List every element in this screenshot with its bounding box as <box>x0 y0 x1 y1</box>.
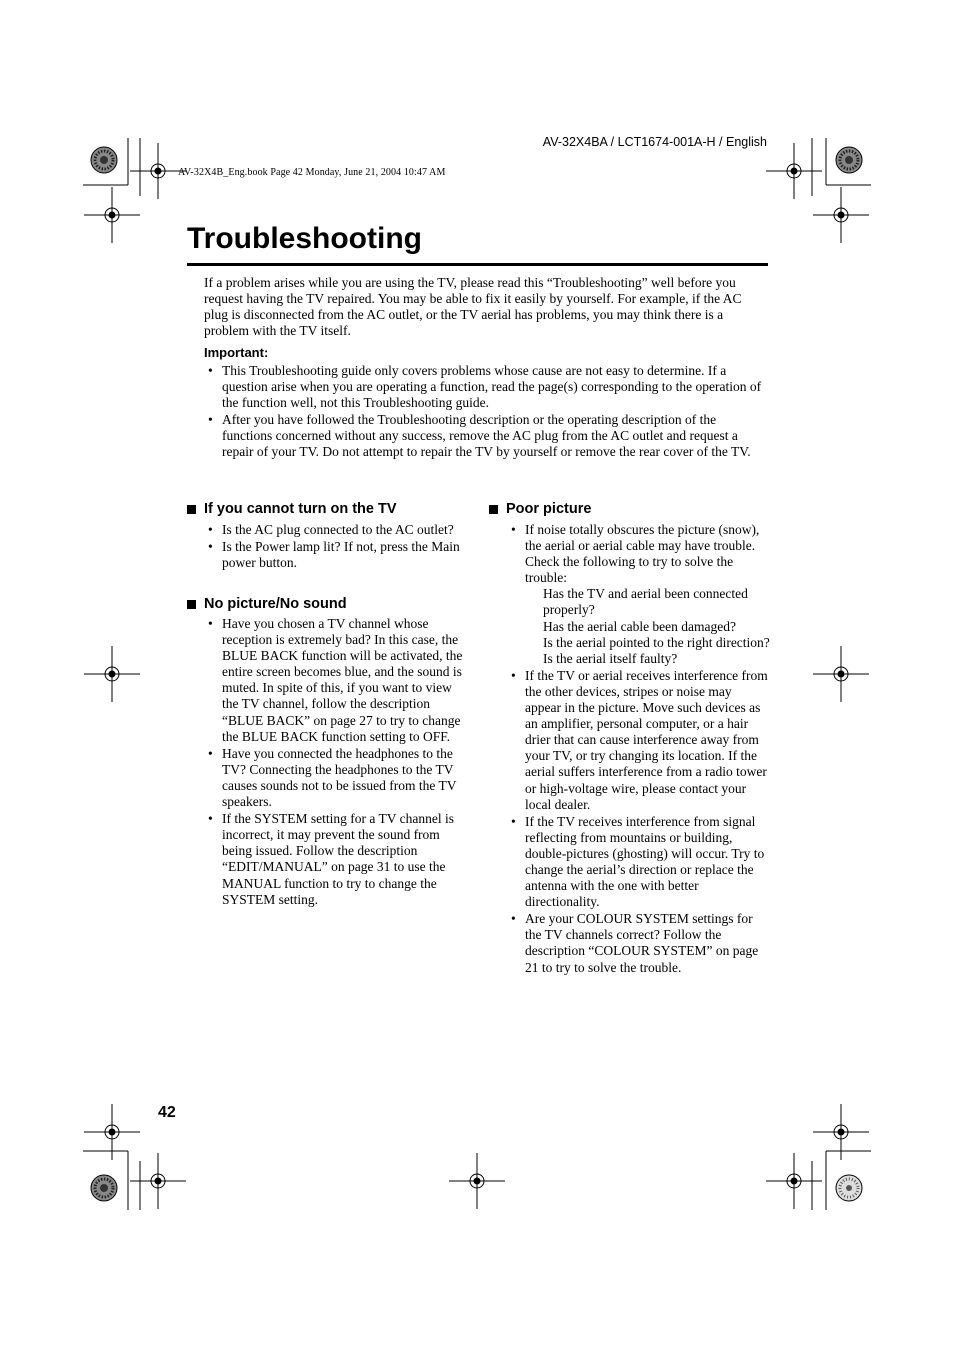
registration-dial-icon <box>836 147 862 173</box>
list-item: • Have you chosen a TV channel whose reception is extremely bad? In this case, the BLUE BACK function will be activated, the entire screen becomes blue, and the sound is muted. In spite of this, if you want to view the TV channel, follow the description “BLUE BACK” on page 27 to try to change the BLUE BACK function setting to OFF. <box>204 616 466 745</box>
section-heading-cannot-turn-on <box>187 501 397 517</box>
registration-cross-icon <box>766 1153 822 1209</box>
page-title: Troubleshooting <box>187 222 422 255</box>
title-underline <box>187 263 768 266</box>
no-picture-list <box>204 616 466 909</box>
list-item: • This Troubleshooting guide only covers problems whose cause are not easy to determine. If a question arise when you are operating a function, read the page(s) corresponding to the operation of the function well, not this Troubleshooting guide. <box>204 363 768 411</box>
important-list <box>204 363 768 462</box>
list-item <box>507 522 770 667</box>
registration-dial-icon <box>836 1175 862 1201</box>
important-label: Important: <box>204 345 269 360</box>
section-heading-label: Poor picture <box>506 501 592 517</box>
square-bullet-icon <box>187 505 196 514</box>
page-number: 42 <box>158 1104 176 1121</box>
list-item: • Have you connected the headphones to the TV? Connecting the headphones to the TV causes sounds not to be issued from the TV speakers. <box>204 746 466 810</box>
list-item: • If the SYSTEM setting for a TV channel is incorrect, it may prevent the sound from being issued. Follow the description “EDIT/MANUAL” on page 31 to use the MANUAL function to try to change the SYSTEM setting. <box>204 811 466 908</box>
registration-dial-icon <box>91 147 117 173</box>
registration-cross-icon <box>84 646 140 702</box>
list-item: • If the TV or aerial receives interference from the other devices, stripes or noise may appear in the picture. Move such devices as an amplifier, personal computer, or a hair drier that can cause interference away from your TV, or try changing its location. If the aerial suffers interference from a radio tower or high-voltage wire, please contact your local dealer. <box>507 668 770 813</box>
list-item: • Are your COLOUR SYSTEM settings for the TV channels correct? Follow the description “COLOUR SYSTEM” on page 21 to try to solve the trouble. <box>507 911 770 975</box>
registration-cross-icon <box>130 1153 186 1209</box>
registration-dial-icon <box>91 1175 117 1201</box>
list-item-text: If noise totally obscures the picture (snow), the aerial or aerial cable may have trouble. Check the following to try to solve the trouble: <box>525 522 760 586</box>
registration-cross-icon <box>449 1153 505 1209</box>
intro-paragraph: If a problem arises while you are using the TV, please read this “Troubleshooting” well before you request having the TV repaired. You may be able to fix it easily by yourself. For example, if the AC plug is disconnected from the AC outlet, or the TV aerial has problems, you may think there is a problem with the TV itself. <box>204 275 742 339</box>
cannot-turn-on-list <box>204 522 466 572</box>
registration-cross-icon <box>813 1104 869 1160</box>
book-file-stamp: AV-32X4B_Eng.book Page 42 Monday, June 21, 2004 10:47 AM <box>178 167 446 178</box>
registration-cross-icon <box>813 187 869 243</box>
square-bullet-icon <box>187 600 196 609</box>
check-item: Is the aerial itself faulty? <box>543 650 678 666</box>
list-item: • Is the AC plug connected to the AC outlet? <box>204 522 466 538</box>
section-heading-label: If you cannot turn on the TV <box>204 501 397 517</box>
registration-cross-icon <box>84 187 140 243</box>
check-item: Is the aerial pointed to the right direction? <box>543 634 770 650</box>
list-item: • Is the Power lamp lit? If not, press the Main power button. <box>204 539 466 571</box>
poor-picture-list <box>507 522 770 977</box>
list-item: • If the TV receives interference from signal reflecting from mountains or building, double-pictures (ghosting) will occur. Try to change the aerial’s direction or replace the antenna with the one with better directionality. <box>507 814 770 911</box>
document-code: AV-32X4BA / LCT1674-001A-H / English <box>542 135 767 149</box>
registration-cross-icon <box>766 143 822 199</box>
section-heading-no-picture <box>187 596 347 612</box>
registration-cross-icon <box>84 1104 140 1160</box>
square-bullet-icon <box>489 505 498 514</box>
section-heading-poor-picture <box>489 501 591 517</box>
section-heading-label: No picture/No sound <box>204 596 347 612</box>
registration-cross-icon <box>813 646 869 702</box>
check-item: Has the aerial cable been damaged? <box>543 618 737 634</box>
check-item: Has the TV and aerial been connected properly? <box>543 586 748 618</box>
list-item: • After you have followed the Troubleshooting description or the operating description of the functions concerned without any success, remove the AC plug from the AC outlet and request a repair of your TV. Do not attempt to repair the TV by yourself or remove the rear cover of the TV. <box>204 412 768 460</box>
